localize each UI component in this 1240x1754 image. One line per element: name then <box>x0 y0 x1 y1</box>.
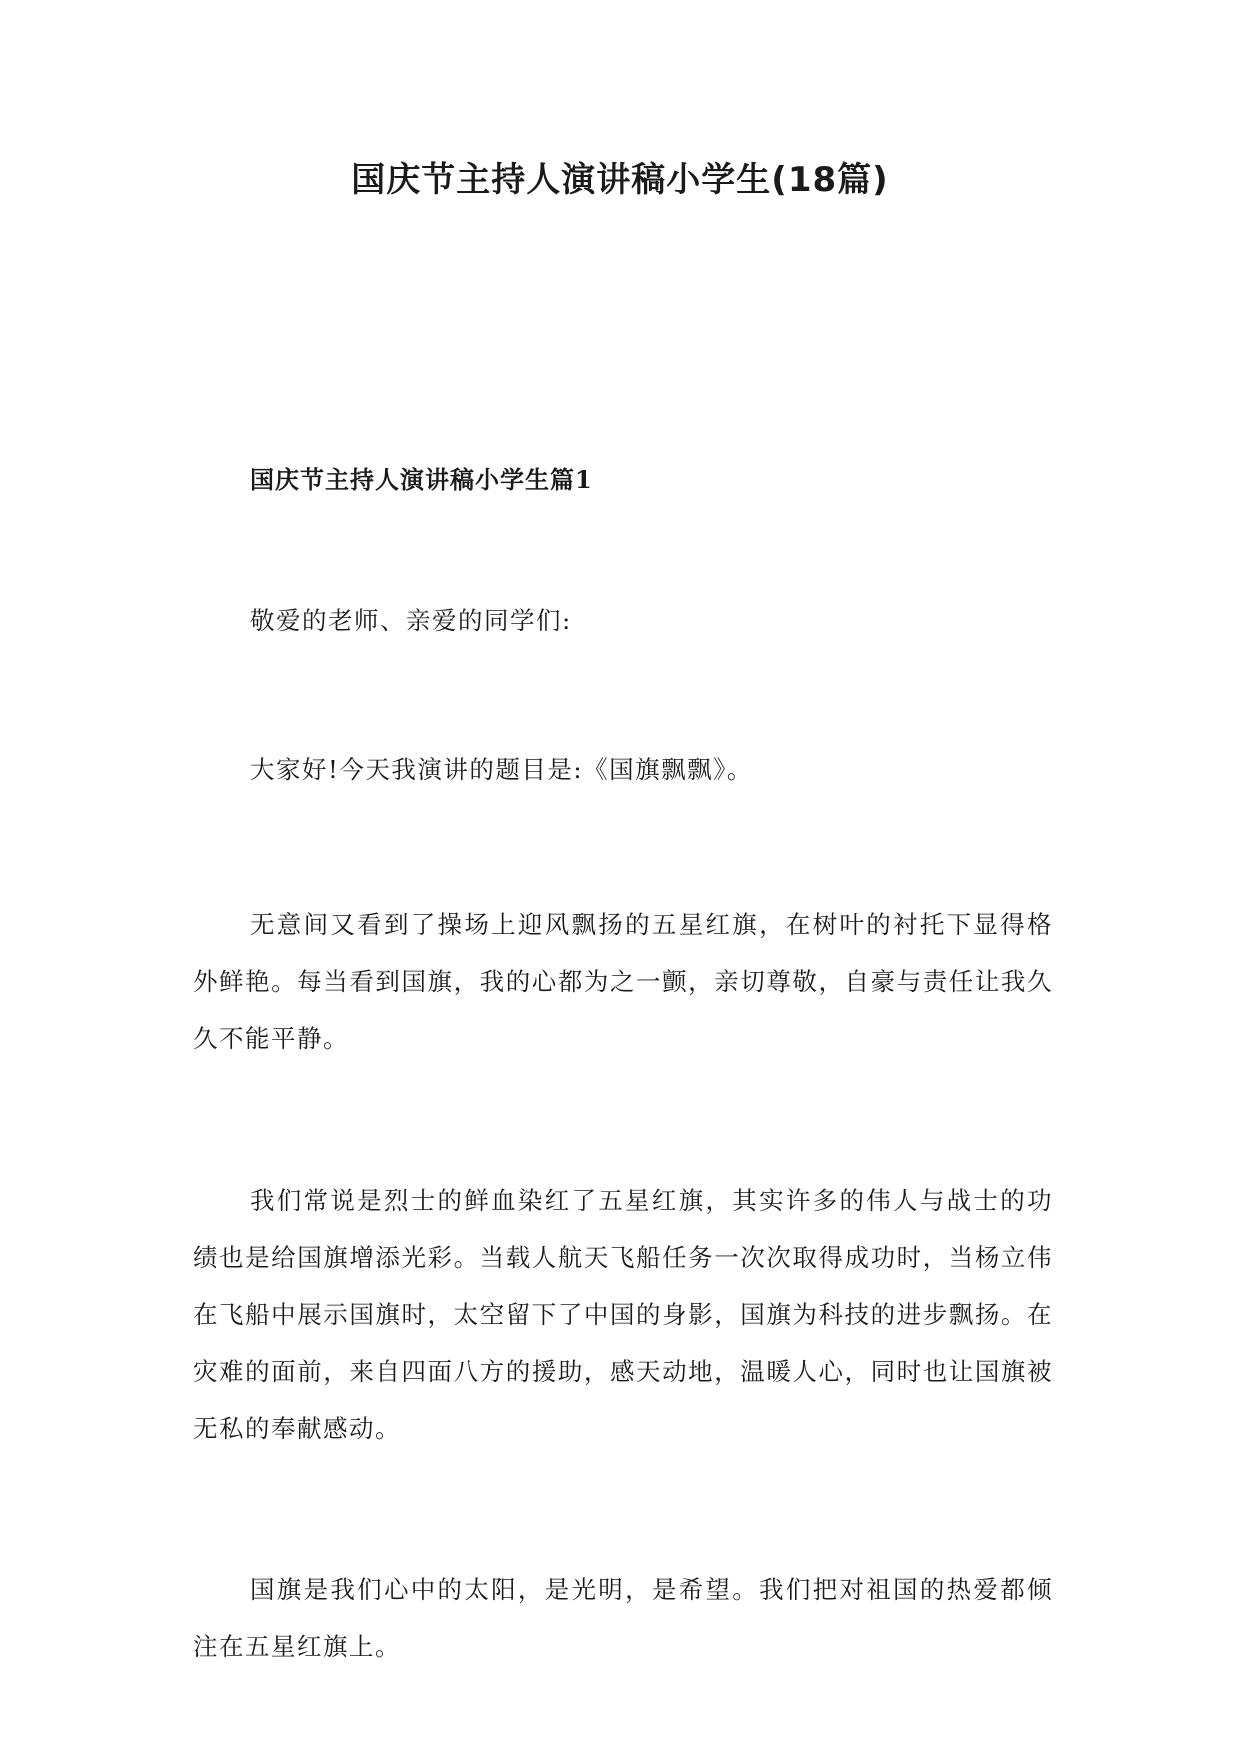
document-title: 国庆节主持人演讲稿小学生(18篇) <box>351 160 889 200</box>
paragraph-body: 国旗是我们心中的太阳，是光明，是希望。我们把对祖国的热爱都倾注在五星红旗上。 <box>193 1575 1053 1661</box>
paragraph-intro: 大家好!今天我演讲的题目是:《国旗飘飘》。 <box>250 755 753 784</box>
paragraph-body: 无意间又看到了操场上迎风飘扬的五星红旗，在树叶的衬托下显得格外鲜艳。每当看到国旗，我的心都为之一颤，亲切尊敬，自豪与责任让我久久不能平静。 <box>193 910 1053 1053</box>
section-heading: 国庆节主持人演讲稿小学生篇1 <box>250 465 593 494</box>
paragraph-body: 我们常说是烈士的鲜血染红了五星红旗，其实许多的伟人与战士的功绩也是给国旗增添光彩。当载人航天飞船任务一次次取得成功时，当杨立伟在飞船中展示国旗时，太空留下了中国的身影，国旗为科技的进步飘扬。在灾难的面前，来自四面八方的援助，感天动地，温暖人心，同时也让国旗被无私的奉献感动。 <box>193 1186 1053 1443</box>
paragraph-greeting: 敬爱的老师、亲爱的同学们: <box>250 606 572 635</box>
